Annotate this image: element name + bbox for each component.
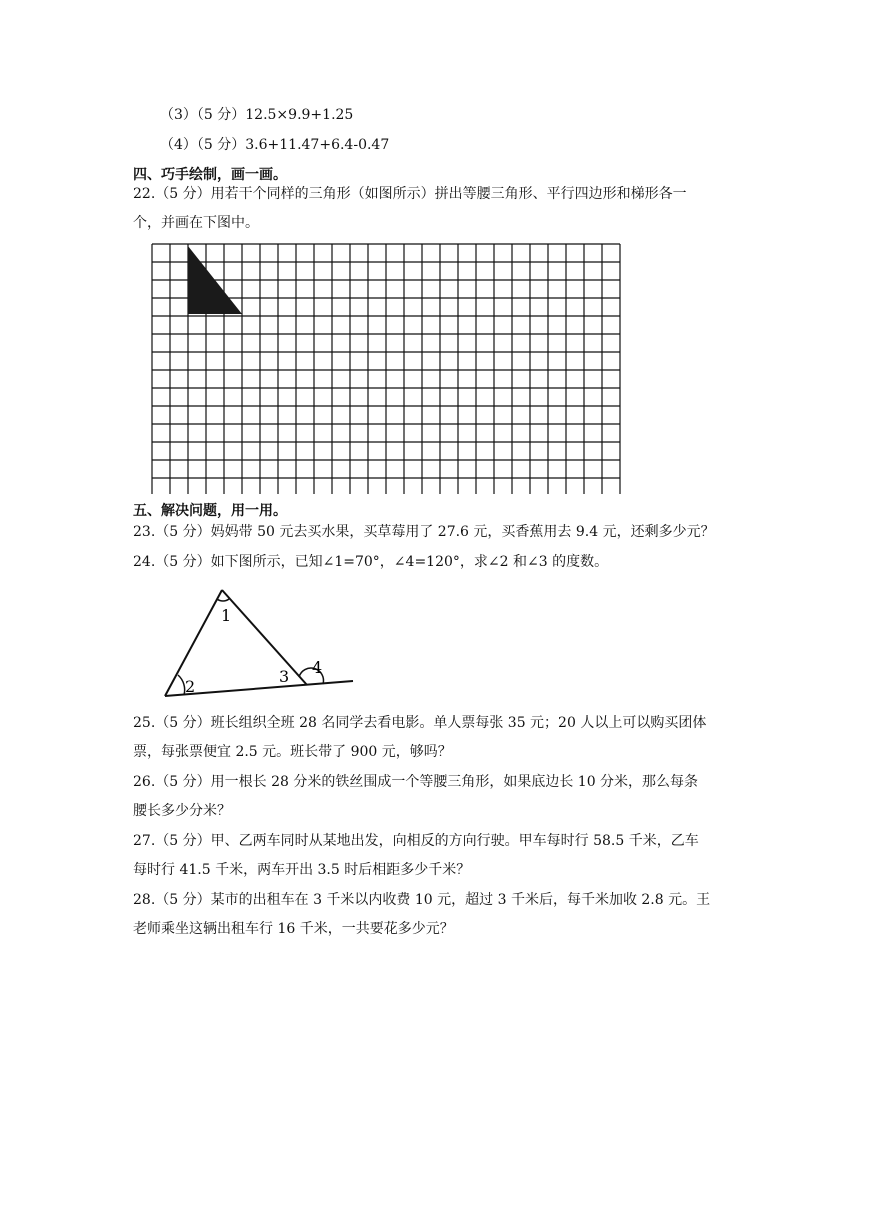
grid-lines xyxy=(152,244,620,494)
angle-4-label: 4 xyxy=(312,658,323,677)
angle-3-label: 3 xyxy=(279,667,290,686)
question-27-line-2: 每时行 41.5 千米，两车开出 3.5 时后相距多少千米？ xyxy=(133,862,471,878)
section-4-heading: 四、巧手绘制，画一画。 xyxy=(133,167,287,183)
question-22-line-2: 个，并画在下图中。 xyxy=(133,215,259,231)
question-28-line-2: 老师乘坐这辆出租车行 16 千米，一共要花多少元？ xyxy=(133,921,454,937)
item-3: （3）（5 分）12.5×9.9+1.25 xyxy=(160,107,354,123)
question-28-line-1: 28.（5 分）某市的出租车在 3 千米以内收费 10 元，超过 3 千米后，每千米加收 2.8 元。王 xyxy=(133,892,711,908)
item-4: （4）（5 分）3.6+11.47+6.4-0.47 xyxy=(160,137,390,153)
angle-1-arc xyxy=(217,599,229,601)
question-26-line-1: 26.（5 分）用一根长 28 分米的铁丝围成一个等腰三角形，如果底边长 10 分米，那么每条 xyxy=(133,774,699,790)
drawing-grid[interactable] xyxy=(150,242,622,494)
section-5-heading: 五、解决问题，用一用。 xyxy=(133,503,287,519)
angle-2-label: 2 xyxy=(185,677,196,696)
question-25-line-2: 票，每张票便宜 2.5 元。班长带了 900 元，够吗？ xyxy=(133,744,452,760)
question-24: 24.（5 分）如下图所示，已知∠1=70°，∠4=120°，求∠2 和∠3 的度数。 xyxy=(133,554,609,570)
triangle-right-side xyxy=(222,590,307,685)
angle-1-label: 1 xyxy=(221,606,232,625)
triangle-figure xyxy=(155,585,365,705)
question-27-line-1: 27.（5 分）甲、乙两车同时从某地出发，向相反的方向行驶。甲车每时行 58.5 千米，乙车 xyxy=(133,833,699,849)
question-23: 23.（5 分）妈妈带 50 元去买水果，买草莓用了 27.6 元，买香蕉用去 9.4 元，还剩多少元？ xyxy=(133,524,715,540)
question-22-line-1: 22.（5 分）用若干个同样的三角形（如图所示）拼出等腰三角形、平行四边形和梯形各一 xyxy=(133,186,687,202)
question-25-line-1: 25.（5 分）班长组织全班 28 名同学去看电影。单人票每张 35 元；20 人以上可以购买团体 xyxy=(133,715,707,731)
question-26-line-2: 腰长多少分米？ xyxy=(133,803,231,819)
angle-2-arc xyxy=(178,675,185,695)
